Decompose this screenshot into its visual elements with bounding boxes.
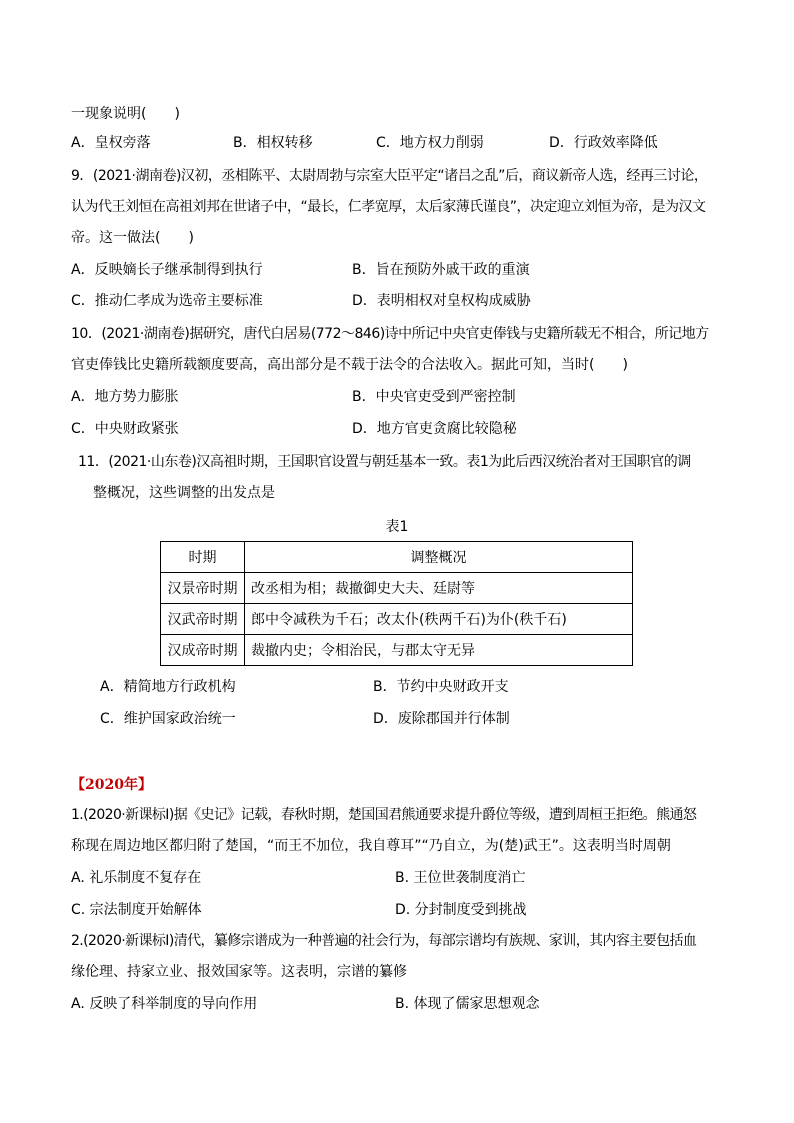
q9-stem-line-3: 帝。这一做法( ) xyxy=(71,230,194,246)
table-row xyxy=(161,635,633,666)
table-cell-summary: 裁撤内史；令相治民，与郡太守无异 xyxy=(245,635,633,666)
q1-stem-line-1: 1.(2020·新课标I)据《史记》记载，春秋时期，楚国国君熊通要求提升爵位等级，遭到周桓王拒绝。熊通怒 xyxy=(71,807,697,823)
table-cell-period: 汉景帝时期 xyxy=(161,573,245,604)
q8-option-a[interactable]: A．皇权旁落 xyxy=(71,135,151,151)
q10-option-c[interactable]: C．中央财政紧张 xyxy=(71,421,179,437)
q8-option-c[interactable]: C．地方权力削弱 xyxy=(376,135,484,151)
section-heading-2020: 【2020年】 xyxy=(71,777,152,793)
q2-option-a[interactable]: A. 反映了科举制度的导向作用 xyxy=(71,996,258,1012)
q2-stem-line-1: 2.(2020·新课标I)清代，纂修宗谱成为一种普遍的社会行为，每部宗谱均有族规、家训，其内容主要包括血 xyxy=(71,933,697,949)
q1-option-b[interactable]: B. 王位世袭制度消亡 xyxy=(395,870,526,886)
q11-stem-line-1: 11．(2021·山东卷)汉高祖时期，王国职官设置与朝廷基本一致。表1为此后西汉统治者对王国职官的调 xyxy=(78,454,691,470)
q9-option-c[interactable]: C．推动仁孝成为选帝主要标准 xyxy=(71,293,263,309)
q11-option-c[interactable]: C．维护国家政治统一 xyxy=(100,711,236,727)
q9-option-b[interactable]: B．旨在预防外戚干政的重演 xyxy=(352,262,530,278)
q9-stem-line-1: 9．(2021·湖南卷)汉初，丞相陈平、太尉周勃与宗室大臣平定“诸吕之乱”后，商议新帝人选，经再三讨论， xyxy=(71,168,708,184)
q9-stem-line-2: 认为代王刘恒在高祖刘邦在世诸子中，“最长，仁孝宽厚，太后家薄氏谨良”，决定迎立刘恒为帝，是为汉文 xyxy=(71,199,706,215)
q10-option-a[interactable]: A．地方势力膨胀 xyxy=(71,389,179,405)
q8-option-b[interactable]: B．相权转移 xyxy=(233,135,313,151)
q11-option-b[interactable]: B．节约中央财政开支 xyxy=(373,679,509,695)
table-header-summary: 调整概况 xyxy=(245,542,633,573)
table-cell-period: 汉成帝时期 xyxy=(161,635,245,666)
table-header-row xyxy=(161,542,633,573)
q11-stem-line-2: 整概况，这些调整的出发点是 xyxy=(93,485,275,501)
table-row xyxy=(161,573,633,604)
q11-option-d[interactable]: D．废除郡国并行体制 xyxy=(373,711,510,727)
adjustment-table xyxy=(160,541,633,666)
table-cell-summary: 郎中令减秩为千石；改太仆(秩两千石)为仆(秩千石) xyxy=(245,604,633,635)
table-row xyxy=(161,604,633,635)
q8-option-d[interactable]: D．行政效率降低 xyxy=(549,135,658,151)
q2-stem-line-2: 缘伦理、持家立业、报效国家等。这表明，宗谱的纂修 xyxy=(71,964,407,980)
q1-stem-line-2: 称现在周边地区都归附了楚国，“而王不加位，我自尊耳”“乃自立，为(楚)武王”。这表明当时周朝 xyxy=(71,838,671,854)
table-header-period: 时期 xyxy=(161,542,245,573)
q1-option-d[interactable]: D. 分封制度受到挑战 xyxy=(395,902,527,918)
table-cell-period: 汉武帝时期 xyxy=(161,604,245,635)
q1-option-a[interactable]: A. 礼乐制度不复存在 xyxy=(71,870,202,886)
table-caption: 表1 xyxy=(385,519,409,535)
table-cell-summary: 改丞相为相；裁撤御史大夫、廷尉等 xyxy=(245,573,633,604)
q1-option-c[interactable]: C. 宗法制度开始解体 xyxy=(71,902,202,918)
q9-option-a[interactable]: A．反映嫡长子继承制得到执行 xyxy=(71,262,263,278)
q9-option-d[interactable]: D．表明相权对皇权构成威胁 xyxy=(352,293,531,309)
q11-option-a[interactable]: A．精简地方行政机构 xyxy=(100,679,236,695)
q10-option-d[interactable]: D．地方官吏贪腐比较隐秘 xyxy=(352,421,517,437)
q10-stem-line-1: 10．(2021·湖南卷)据研究，唐代白居易(772～846)诗中所记中央官吏俸钱与史籍所载无不相合，所记地方 xyxy=(71,326,709,342)
q10-stem-line-2: 官吏俸钱比史籍所载额度要高，高出部分是不载于法令的合法收入。据此可知，当时( ) xyxy=(71,357,628,373)
q8-stem-line: 一现象说明( ) xyxy=(71,106,180,122)
q2-option-b[interactable]: B. 体现了儒家思想观念 xyxy=(395,996,540,1012)
q10-option-b[interactable]: B．中央官吏受到严密控制 xyxy=(352,389,516,405)
